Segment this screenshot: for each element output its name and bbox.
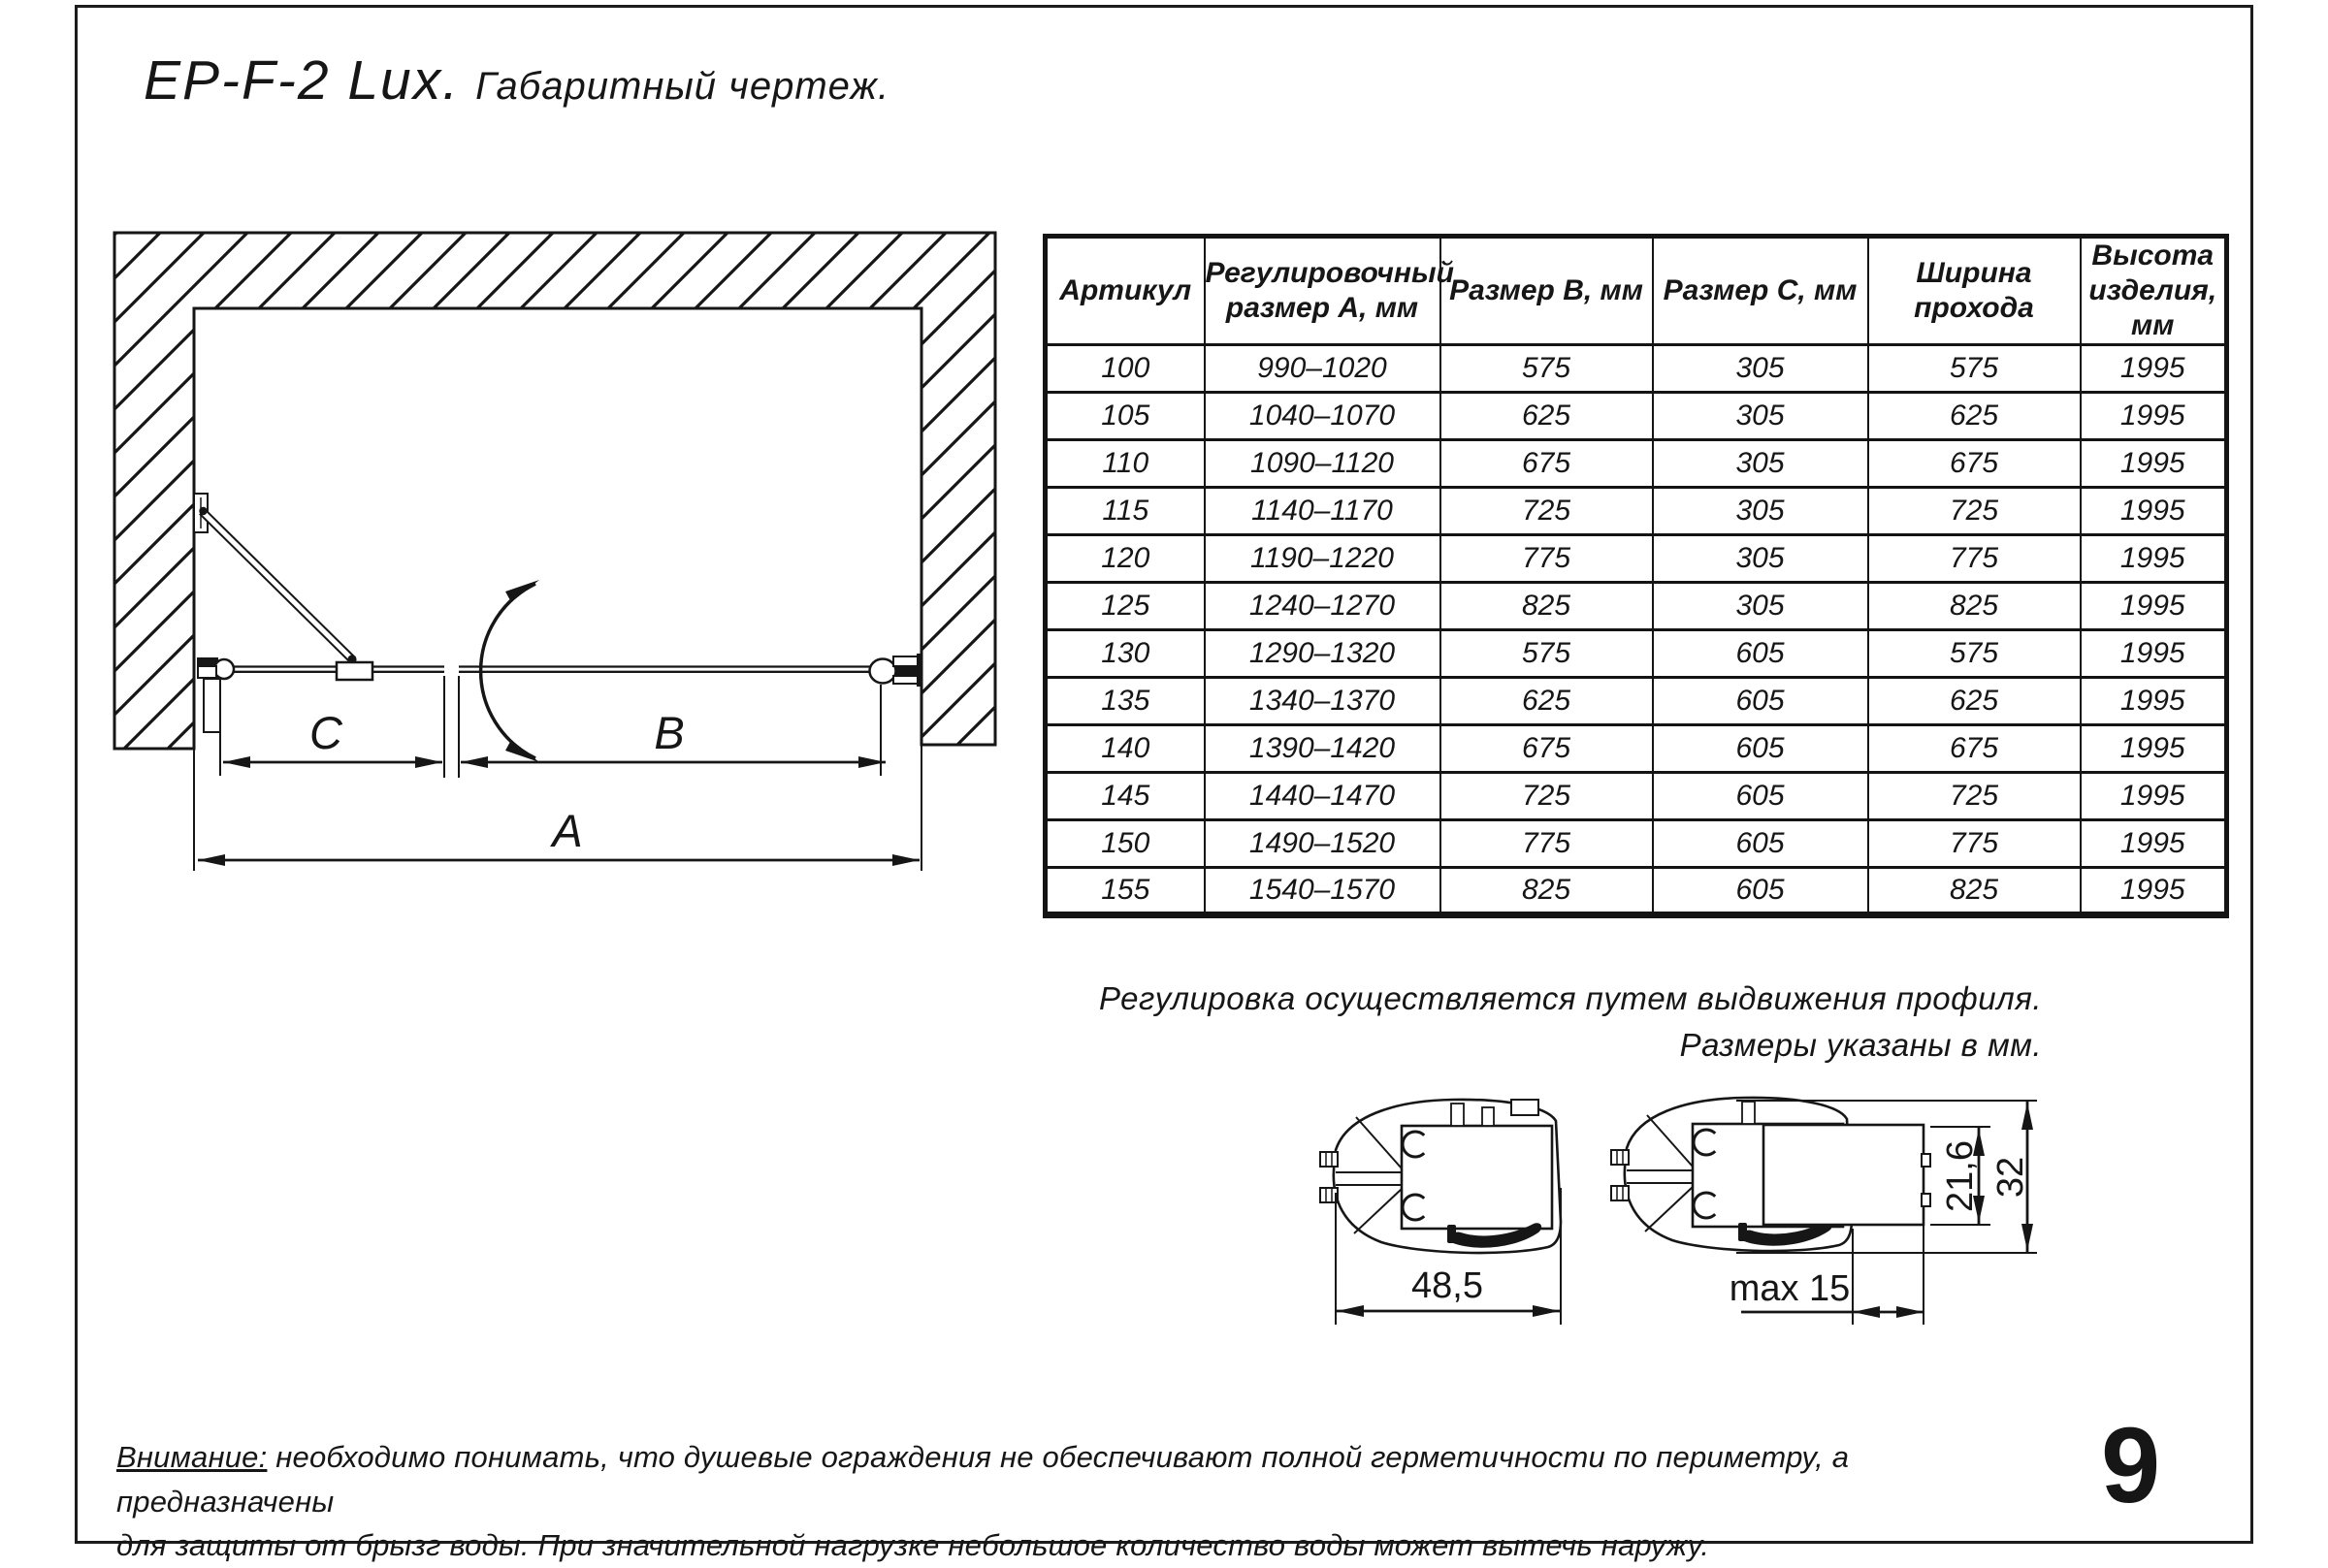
table-cell: 1995 xyxy=(2081,393,2227,440)
table-row xyxy=(1046,868,2227,915)
table-cell: 1995 xyxy=(2081,773,2227,820)
table-cell: 1995 xyxy=(2081,630,2227,678)
open-door-panel xyxy=(194,494,357,664)
column-header: Артикул xyxy=(1046,237,1205,345)
label-b: B xyxy=(654,707,685,758)
door-hinge-knob xyxy=(199,507,207,515)
table-cell: 625 xyxy=(1440,393,1653,440)
table-cell: 1340–1370 xyxy=(1205,678,1440,725)
adjustment-note-line2: Размеры указаны в мм. xyxy=(1679,1026,2042,1063)
table-cell: 1290–1320 xyxy=(1205,630,1440,678)
table-cell: 1090–1120 xyxy=(1205,440,1440,488)
table-cell: 150 xyxy=(1046,820,1205,868)
table-header-row xyxy=(1046,237,2227,345)
table-cell: 775 xyxy=(1868,820,2081,868)
warning-note xyxy=(116,1435,2047,1568)
label-c: C xyxy=(309,707,342,758)
label-max-15: max 15 xyxy=(1729,1268,1851,1309)
table-cell: 575 xyxy=(1868,345,2081,393)
profile-section-adjustable xyxy=(1611,1098,1930,1251)
table-cell: 575 xyxy=(1440,345,1653,393)
table-cell: 725 xyxy=(1440,488,1653,535)
table-row xyxy=(1046,725,2227,773)
dimension-depth-21-6 xyxy=(1930,1127,1990,1225)
table-cell: 825 xyxy=(1440,868,1653,915)
table-cell: 605 xyxy=(1653,868,1868,915)
warning-line1-rest: необходимо понимать, что душевые ограждения не обеспечивают полной герметичности по периметру, а предназначены xyxy=(116,1440,1850,1519)
table-cell: 1995 xyxy=(2081,868,2227,915)
table-cell: 825 xyxy=(1440,583,1653,630)
table-cell: 825 xyxy=(1868,583,2081,630)
table-cell: 115 xyxy=(1046,488,1205,535)
table-cell: 675 xyxy=(1868,725,2081,773)
table-cell: 1995 xyxy=(2081,678,2227,725)
size-table xyxy=(1043,234,2229,918)
table-cell: 605 xyxy=(1653,820,1868,868)
page-number: 9 xyxy=(2101,1406,2161,1525)
label-32: 32 xyxy=(1990,1156,2031,1199)
table-row xyxy=(1046,820,2227,868)
table-cell: 305 xyxy=(1653,488,1868,535)
column-header: Размер С, мм xyxy=(1653,237,1868,345)
table-cell: 1390–1420 xyxy=(1205,725,1440,773)
dimension-a xyxy=(198,805,920,866)
table-cell: 775 xyxy=(1868,535,2081,583)
table-cell: 725 xyxy=(1868,488,2081,535)
table-row xyxy=(1046,678,2227,725)
table-cell: 1040–1070 xyxy=(1205,393,1440,440)
warning-line2: для защиты от брызг воды. При значительной нагрузке небольшое количество воды может вытечь наружу. xyxy=(116,1528,1710,1563)
title-subtitle: Габаритный чертеж. xyxy=(475,65,890,108)
table-row xyxy=(1046,583,2227,630)
table-cell: 1995 xyxy=(2081,725,2227,773)
table-cell: 675 xyxy=(1440,725,1653,773)
right-wall-bracket xyxy=(870,654,923,687)
table-cell: 1995 xyxy=(2081,440,2227,488)
table-row xyxy=(1046,630,2227,678)
glass-panel-lines xyxy=(215,667,872,672)
table-cell: 605 xyxy=(1653,725,1868,773)
table-cell: 305 xyxy=(1653,345,1868,393)
table-cell: 1540–1570 xyxy=(1205,868,1440,915)
table-cell: 725 xyxy=(1440,773,1653,820)
table-cell: 675 xyxy=(1868,440,2081,488)
table-cell: 605 xyxy=(1653,678,1868,725)
table-row xyxy=(1046,488,2227,535)
table-cell: 825 xyxy=(1868,868,2081,915)
label-a: A xyxy=(552,805,583,856)
table-cell: 120 xyxy=(1046,535,1205,583)
table-cell: 125 xyxy=(1046,583,1205,630)
table-cell: 625 xyxy=(1440,678,1653,725)
table-cell: 1490–1520 xyxy=(1205,820,1440,868)
table-cell: 1995 xyxy=(2081,488,2227,535)
table-cell: 305 xyxy=(1653,583,1868,630)
table-cell: 1995 xyxy=(2081,345,2227,393)
warning-label: Внимание: xyxy=(116,1440,268,1474)
pivot-block xyxy=(337,662,372,680)
column-header: Размер В, мм xyxy=(1440,237,1653,345)
table-cell: 305 xyxy=(1653,440,1868,488)
table-cell: 155 xyxy=(1046,868,1205,915)
adjustment-note xyxy=(1099,976,2042,1069)
table-cell: 110 xyxy=(1046,440,1205,488)
label-21-6: 21,6 xyxy=(1940,1140,1981,1212)
table-cell: 625 xyxy=(1868,678,2081,725)
adjustment-note-line1: Регулировка осуществляется путем выдвижения профиля. xyxy=(1098,980,2042,1016)
label-48-5: 48,5 xyxy=(1411,1265,1483,1306)
profile-section-fixed xyxy=(1320,1100,1561,1253)
table-cell: 990–1020 xyxy=(1205,345,1440,393)
column-header: Регулировочный размер А, мм xyxy=(1205,237,1440,345)
left-wall-profile xyxy=(197,657,234,732)
table-cell: 775 xyxy=(1440,535,1653,583)
model-name: EP-F-2 Lux. xyxy=(144,49,461,112)
table-cell: 145 xyxy=(1046,773,1205,820)
column-header: Высота изделия, мм xyxy=(2081,237,2227,345)
table-row xyxy=(1046,773,2227,820)
table-cell: 140 xyxy=(1046,725,1205,773)
table-cell: 575 xyxy=(1440,630,1653,678)
dimension-c xyxy=(223,707,442,768)
adjustable-insert xyxy=(1763,1125,1924,1225)
table-cell: 305 xyxy=(1653,393,1868,440)
table-cell: 575 xyxy=(1868,630,2081,678)
table-row xyxy=(1046,535,2227,583)
table-cell: 130 xyxy=(1046,630,1205,678)
table-row xyxy=(1046,345,2227,393)
table-cell: 100 xyxy=(1046,345,1205,393)
table-cell: 725 xyxy=(1868,773,2081,820)
table-cell: 1190–1220 xyxy=(1205,535,1440,583)
table-cell: 1995 xyxy=(2081,535,2227,583)
table-row xyxy=(1046,393,2227,440)
table-cell: 1995 xyxy=(2081,820,2227,868)
table-cell: 135 xyxy=(1046,678,1205,725)
column-header: Ширина прохода xyxy=(1868,237,2081,345)
table-cell: 1140–1170 xyxy=(1205,488,1440,535)
table-cell: 675 xyxy=(1440,440,1653,488)
table-cell: 775 xyxy=(1440,820,1653,868)
table-row xyxy=(1046,440,2227,488)
table-cell: 625 xyxy=(1868,393,2081,440)
table-cell: 605 xyxy=(1653,630,1868,678)
table-cell: 305 xyxy=(1653,535,1868,583)
table-cell: 605 xyxy=(1653,773,1868,820)
dimension-b xyxy=(461,707,886,768)
table-cell: 105 xyxy=(1046,393,1205,440)
table-cell: 1440–1470 xyxy=(1205,773,1440,820)
table-cell: 1240–1270 xyxy=(1205,583,1440,630)
warning-line1 xyxy=(116,1435,2047,1523)
table-cell: 1995 xyxy=(2081,583,2227,630)
